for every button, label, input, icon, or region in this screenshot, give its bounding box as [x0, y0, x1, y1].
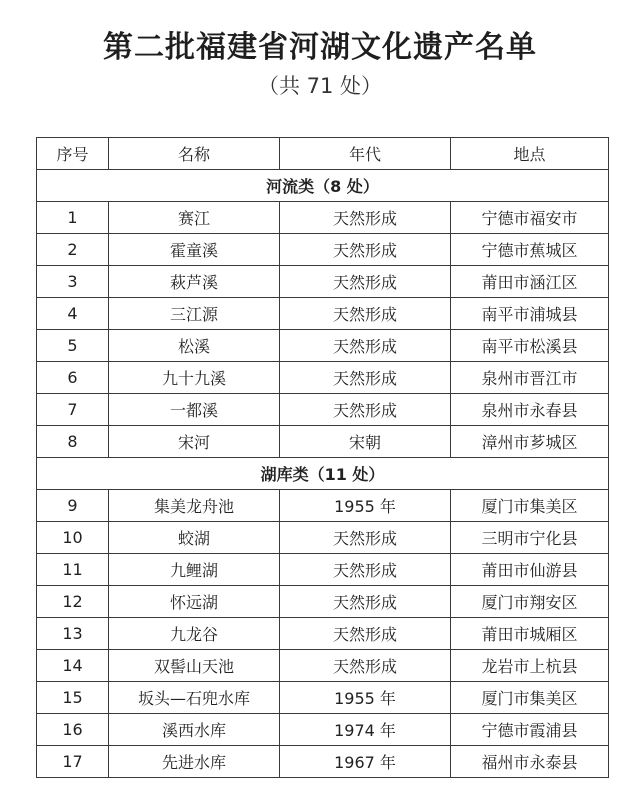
cell-index: 8	[37, 426, 109, 458]
table-row	[37, 330, 609, 362]
cell-index: 10	[37, 522, 109, 554]
cell-index: 5	[37, 330, 109, 362]
cell-location: 厦门市集美区	[451, 490, 609, 522]
cell-index: 14	[37, 650, 109, 682]
table-row	[37, 618, 609, 650]
cell-index: 6	[37, 362, 109, 394]
cell-location: 厦门市翔安区	[451, 586, 609, 618]
section-row	[37, 170, 609, 202]
cell-location: 宁德市霞浦县	[451, 714, 609, 746]
cell-name: 蛟湖	[109, 522, 280, 554]
cell-era: 天然形成	[280, 650, 451, 682]
cell-index: 3	[37, 266, 109, 298]
cell-name: 双髻山天池	[109, 650, 280, 682]
section-heading: 湖库类（11 处）	[37, 458, 609, 490]
cell-location: 泉州市晋江市	[451, 362, 609, 394]
cell-index: 17	[37, 746, 109, 778]
cell-location: 泉州市永春县	[451, 394, 609, 426]
cell-era: 1974 年	[280, 714, 451, 746]
cell-index: 9	[37, 490, 109, 522]
table-row	[37, 362, 609, 394]
cell-name: 赛江	[109, 202, 280, 234]
table-row	[37, 746, 609, 778]
cell-location: 龙岩市上杭县	[451, 650, 609, 682]
cell-location: 南平市松溪县	[451, 330, 609, 362]
table-row	[37, 586, 609, 618]
cell-index: 2	[37, 234, 109, 266]
cell-name: 萩芦溪	[109, 266, 280, 298]
cell-name: 怀远湖	[109, 586, 280, 618]
cell-name: 九十九溪	[109, 362, 280, 394]
table-header-row	[37, 138, 609, 170]
document-subtitle: （共 71 处）	[257, 74, 383, 98]
cell-era: 天然形成	[280, 330, 451, 362]
cell-location: 宁德市蕉城区	[451, 234, 609, 266]
cell-location: 厦门市集美区	[451, 682, 609, 714]
heritage-table	[36, 137, 609, 778]
cell-era: 1955 年	[280, 490, 451, 522]
cell-era: 天然形成	[280, 586, 451, 618]
cell-location: 三明市宁化县	[451, 522, 609, 554]
cell-era: 1967 年	[280, 746, 451, 778]
cell-name: 溪西水库	[109, 714, 280, 746]
cell-name: 集美龙舟池	[109, 490, 280, 522]
cell-name: 宋河	[109, 426, 280, 458]
table-row	[37, 234, 609, 266]
table-row	[37, 554, 609, 586]
cell-era: 天然形成	[280, 298, 451, 330]
cell-era: 天然形成	[280, 522, 451, 554]
cell-index: 12	[37, 586, 109, 618]
cell-location: 宁德市福安市	[451, 202, 609, 234]
document-title: 第二批福建省河湖文化遗产名单	[103, 30, 537, 65]
cell-era: 天然形成	[280, 394, 451, 426]
table-row	[37, 490, 609, 522]
cell-index: 4	[37, 298, 109, 330]
table-row	[37, 202, 609, 234]
cell-index: 11	[37, 554, 109, 586]
section-row	[37, 458, 609, 490]
cell-location: 漳州市芗城区	[451, 426, 609, 458]
cell-era: 1955 年	[280, 682, 451, 714]
header-name: 名称	[109, 138, 280, 170]
header-index: 序号	[37, 138, 109, 170]
cell-index: 1	[37, 202, 109, 234]
cell-name: 先进水库	[109, 746, 280, 778]
cell-index: 16	[37, 714, 109, 746]
cell-index: 13	[37, 618, 109, 650]
cell-name: 一都溪	[109, 394, 280, 426]
cell-location: 南平市浦城县	[451, 298, 609, 330]
cell-era: 天然形成	[280, 234, 451, 266]
cell-name: 松溪	[109, 330, 280, 362]
table-row	[37, 522, 609, 554]
table-row	[37, 298, 609, 330]
cell-location: 莆田市仙游县	[451, 554, 609, 586]
cell-name: 九鲤湖	[109, 554, 280, 586]
cell-name: 坂头—石兜水库	[109, 682, 280, 714]
cell-era: 天然形成	[280, 266, 451, 298]
header-era: 年代	[280, 138, 451, 170]
cell-index: 15	[37, 682, 109, 714]
table-row	[37, 650, 609, 682]
table-row	[37, 426, 609, 458]
cell-era: 天然形成	[280, 362, 451, 394]
cell-location: 莆田市涵江区	[451, 266, 609, 298]
table-row	[37, 714, 609, 746]
table-row	[37, 394, 609, 426]
table-body	[37, 170, 609, 778]
cell-location: 福州市永泰县	[451, 746, 609, 778]
header-location: 地点	[451, 138, 609, 170]
cell-era: 天然形成	[280, 202, 451, 234]
cell-index: 7	[37, 394, 109, 426]
section-heading: 河流类（8 处）	[37, 170, 609, 202]
table-row	[37, 682, 609, 714]
cell-era: 宋朝	[280, 426, 451, 458]
cell-name: 三江源	[109, 298, 280, 330]
cell-era: 天然形成	[280, 554, 451, 586]
cell-era: 天然形成	[280, 618, 451, 650]
table-row	[37, 266, 609, 298]
cell-name: 九龙谷	[109, 618, 280, 650]
cell-location: 莆田市城厢区	[451, 618, 609, 650]
cell-name: 霍童溪	[109, 234, 280, 266]
